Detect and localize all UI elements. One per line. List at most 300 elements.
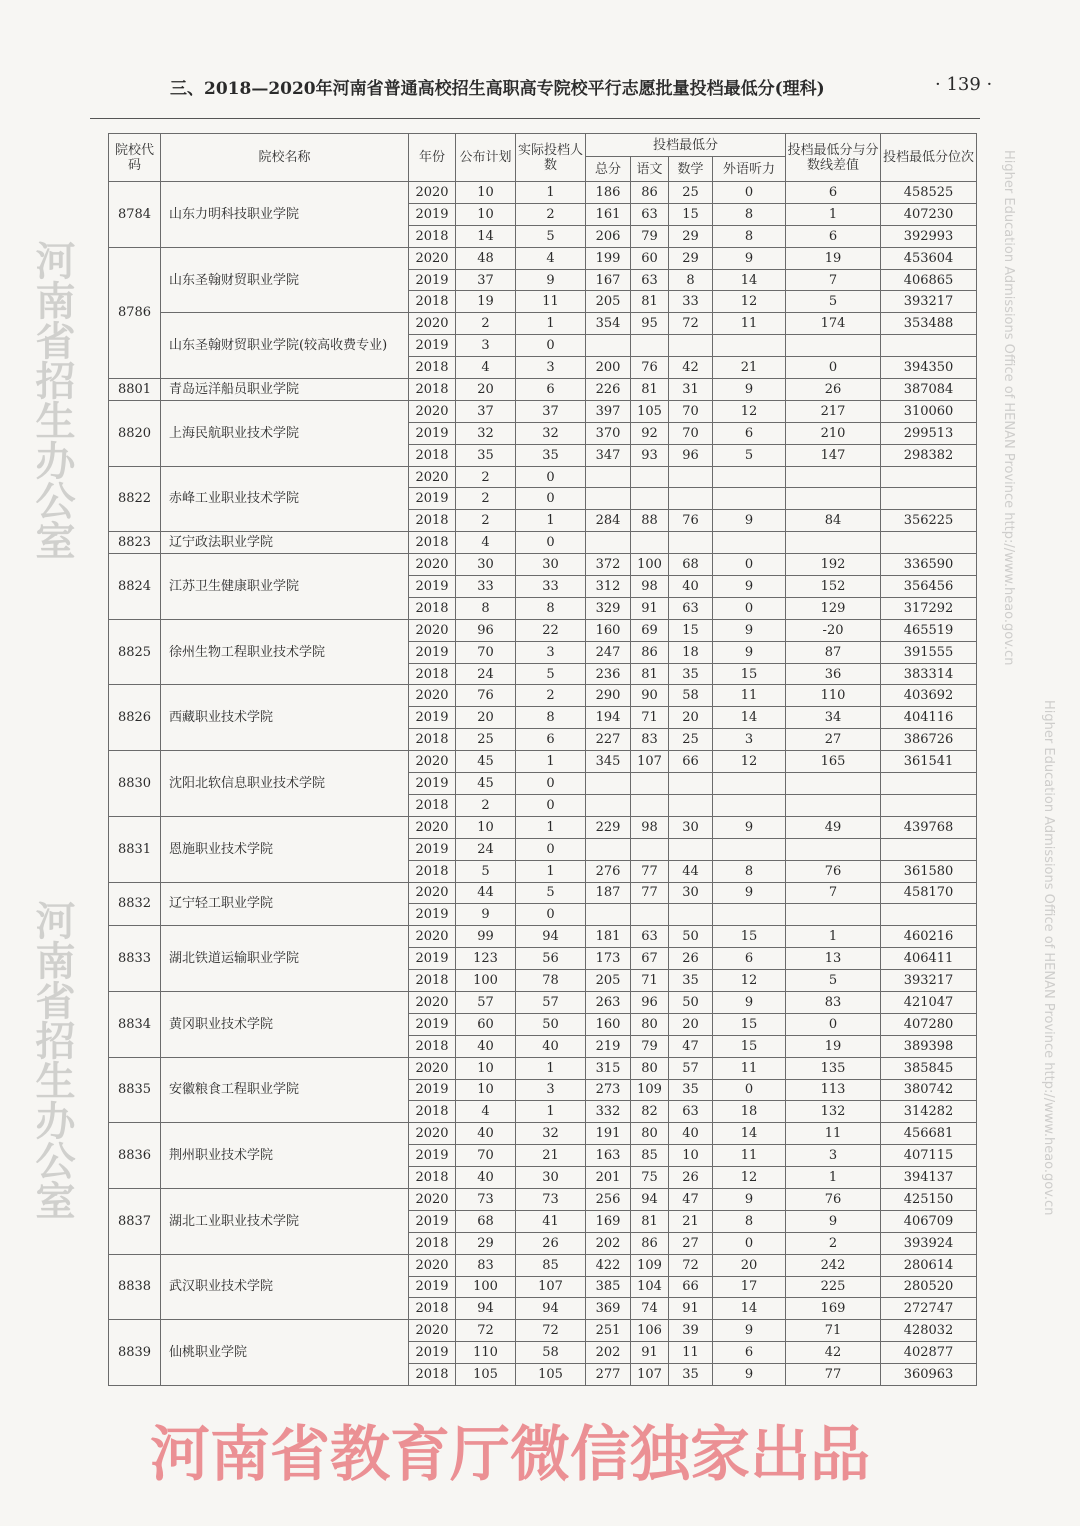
cell-math: 8 xyxy=(669,269,713,291)
cell-rank: 385845 xyxy=(881,1057,977,1079)
cell-year: 2020 xyxy=(409,926,456,948)
cell-school-name: 青岛远洋船员职业学院 xyxy=(161,379,409,401)
cell-chinese: 88 xyxy=(631,510,669,532)
cell-plan: 76 xyxy=(456,685,516,707)
cell-year: 2020 xyxy=(409,313,456,335)
cell-plan: 10 xyxy=(456,203,516,225)
cell-diff xyxy=(786,794,881,816)
cell-rank: 361580 xyxy=(881,860,977,882)
cell-total: 160 xyxy=(586,1013,631,1035)
cell-total: 347 xyxy=(586,444,631,466)
cell-plan: 19 xyxy=(456,291,516,313)
cell-year: 2019 xyxy=(409,203,456,225)
cell-total: 397 xyxy=(586,400,631,422)
cell-total: 276 xyxy=(586,860,631,882)
cell-math: 70 xyxy=(669,400,713,422)
cell-chinese: 98 xyxy=(631,816,669,838)
cell-actual: 0 xyxy=(516,488,586,510)
cell-math: 72 xyxy=(669,313,713,335)
cell-plan: 9 xyxy=(456,904,516,926)
cell-diff: 49 xyxy=(786,816,881,838)
header-diff: 投档最低分与分数线差值 xyxy=(786,134,881,182)
cell-total xyxy=(586,488,631,510)
cell-year: 2020 xyxy=(409,991,456,1013)
cell-total xyxy=(586,838,631,860)
cell-rank: 280614 xyxy=(881,1254,977,1276)
cell-actual: 1 xyxy=(516,313,586,335)
cell-year: 2019 xyxy=(409,269,456,291)
cell-chinese: 79 xyxy=(631,225,669,247)
cell-math: 21 xyxy=(669,1210,713,1232)
cell-chinese: 74 xyxy=(631,1298,669,1320)
cell-actual: 1 xyxy=(516,510,586,532)
cell-year: 2018 xyxy=(409,729,456,751)
cell-math: 42 xyxy=(669,357,713,379)
cell-math: 63 xyxy=(669,597,713,619)
cell-rank: 460216 xyxy=(881,926,977,948)
cell-math xyxy=(669,488,713,510)
cell-rank: 453604 xyxy=(881,247,977,269)
cell-english: 14 xyxy=(713,1298,786,1320)
cell-english: 9 xyxy=(713,619,786,641)
cell-english: 15 xyxy=(713,1035,786,1057)
table-row xyxy=(109,313,977,335)
cell-school-name: 黄冈职业技术学院 xyxy=(161,991,409,1057)
cell-diff: 242 xyxy=(786,1254,881,1276)
cell-plan: 14 xyxy=(456,225,516,247)
cell-math: 57 xyxy=(669,1057,713,1079)
cell-rank: 402877 xyxy=(881,1342,977,1364)
cell-year: 2018 xyxy=(409,532,456,554)
cell-year: 2019 xyxy=(409,1276,456,1298)
cell-math: 20 xyxy=(669,707,713,729)
cell-diff: 76 xyxy=(786,860,881,882)
cell-english xyxy=(713,466,786,488)
cell-diff xyxy=(786,466,881,488)
cell-rank xyxy=(881,773,977,795)
cell-year: 2020 xyxy=(409,400,456,422)
table-row xyxy=(109,1188,977,1210)
cell-english: 12 xyxy=(713,970,786,992)
cell-math: 66 xyxy=(669,1276,713,1298)
cell-total: 284 xyxy=(586,510,631,532)
cell-total: 263 xyxy=(586,991,631,1013)
cell-year: 2018 xyxy=(409,794,456,816)
cell-english: 11 xyxy=(713,1145,786,1167)
cell-english: 21 xyxy=(713,357,786,379)
cell-english: 6 xyxy=(713,1342,786,1364)
cell-total: 312 xyxy=(586,576,631,598)
cell-rank: 404116 xyxy=(881,707,977,729)
cell-year: 2019 xyxy=(409,576,456,598)
cell-actual: 6 xyxy=(516,379,586,401)
cell-rank: 298382 xyxy=(881,444,977,466)
cell-diff xyxy=(786,532,881,554)
cell-actual: 3 xyxy=(516,641,586,663)
cell-year: 2018 xyxy=(409,1298,456,1320)
cell-year: 2018 xyxy=(409,510,456,532)
cell-year: 2019 xyxy=(409,1210,456,1232)
cell-math: 68 xyxy=(669,554,713,576)
cell-rank: 272747 xyxy=(881,1298,977,1320)
cell-english xyxy=(713,773,786,795)
header-chinese: 语文 xyxy=(631,157,669,182)
cell-plan: 5 xyxy=(456,860,516,882)
cell-english: 8 xyxy=(713,225,786,247)
cell-diff: 129 xyxy=(786,597,881,619)
cell-rank: 310060 xyxy=(881,400,977,422)
cell-code: 8801 xyxy=(109,379,161,401)
cell-actual: 8 xyxy=(516,597,586,619)
cell-english: 0 xyxy=(713,1232,786,1254)
cell-plan: 30 xyxy=(456,554,516,576)
cell-actual: 94 xyxy=(516,926,586,948)
cell-total: 160 xyxy=(586,619,631,641)
cell-total: 354 xyxy=(586,313,631,335)
cell-chinese: 63 xyxy=(631,269,669,291)
cell-chinese: 90 xyxy=(631,685,669,707)
cell-actual: 6 xyxy=(516,729,586,751)
cell-diff: 84 xyxy=(786,510,881,532)
cell-diff: 19 xyxy=(786,1035,881,1057)
cell-math: 15 xyxy=(669,203,713,225)
cell-diff: 5 xyxy=(786,291,881,313)
cell-english: 9 xyxy=(713,991,786,1013)
table-row xyxy=(109,1254,977,1276)
cell-diff: 42 xyxy=(786,1342,881,1364)
cell-english: 12 xyxy=(713,751,786,773)
table-row xyxy=(109,926,977,948)
cell-year: 2020 xyxy=(409,466,456,488)
cell-diff: 6 xyxy=(786,182,881,204)
cell-actual: 0 xyxy=(516,794,586,816)
cell-actual: 1 xyxy=(516,1101,586,1123)
cell-total xyxy=(586,773,631,795)
cell-plan: 10 xyxy=(456,1079,516,1101)
cell-rank: 403692 xyxy=(881,685,977,707)
cell-diff: 7 xyxy=(786,882,881,904)
cell-actual: 78 xyxy=(516,970,586,992)
cell-chinese: 77 xyxy=(631,860,669,882)
cell-math: 35 xyxy=(669,1364,713,1386)
watermark-gray-subtitle: Higher Education Admissions Office of HENAN Province http://www.heao.gov.cn xyxy=(1001,150,1016,666)
cell-year: 2020 xyxy=(409,751,456,773)
cell-diff: 11 xyxy=(786,1123,881,1145)
cell-rank: 280520 xyxy=(881,1276,977,1298)
cell-rank: 393924 xyxy=(881,1232,977,1254)
cell-actual: 0 xyxy=(516,773,586,795)
cell-rank: 394350 xyxy=(881,357,977,379)
cell-code: 8837 xyxy=(109,1188,161,1254)
header-rule xyxy=(90,118,980,119)
cell-plan: 105 xyxy=(456,1364,516,1386)
cell-rank: 356225 xyxy=(881,510,977,532)
cell-total: 372 xyxy=(586,554,631,576)
cell-year: 2018 xyxy=(409,357,456,379)
cell-plan: 4 xyxy=(456,532,516,554)
cell-year: 2019 xyxy=(409,1145,456,1167)
cell-rank xyxy=(881,488,977,510)
cell-code: 8830 xyxy=(109,751,161,817)
cell-english: 9 xyxy=(713,379,786,401)
cell-english: 9 xyxy=(713,641,786,663)
cell-diff xyxy=(786,904,881,926)
cell-actual: 2 xyxy=(516,685,586,707)
cell-math: 40 xyxy=(669,1123,713,1145)
cell-rank: 317292 xyxy=(881,597,977,619)
cell-total: 256 xyxy=(586,1188,631,1210)
cell-diff: 110 xyxy=(786,685,881,707)
cell-english: 0 xyxy=(713,597,786,619)
cell-diff: 174 xyxy=(786,313,881,335)
cell-plan: 24 xyxy=(456,663,516,685)
cell-english: 0 xyxy=(713,554,786,576)
cell-year: 2019 xyxy=(409,904,456,926)
table-row xyxy=(109,466,977,488)
cell-diff: 36 xyxy=(786,663,881,685)
cell-diff: 0 xyxy=(786,357,881,379)
cell-english: 12 xyxy=(713,291,786,313)
cell-chinese: 81 xyxy=(631,379,669,401)
cell-rank: 428032 xyxy=(881,1320,977,1342)
cell-year: 2020 xyxy=(409,1320,456,1342)
cell-year: 2020 xyxy=(409,1123,456,1145)
cell-math xyxy=(669,532,713,554)
cell-english: 9 xyxy=(713,1320,786,1342)
cell-math: 20 xyxy=(669,1013,713,1035)
cell-english xyxy=(713,488,786,510)
cell-school-name: 武汉职业技术学院 xyxy=(161,1254,409,1320)
cell-chinese xyxy=(631,335,669,357)
cell-year: 2018 xyxy=(409,1364,456,1386)
cell-year: 2019 xyxy=(409,838,456,860)
cell-chinese: 104 xyxy=(631,1276,669,1298)
cell-chinese: 107 xyxy=(631,1364,669,1386)
cell-english: 11 xyxy=(713,1057,786,1079)
cell-school-name: 安徽粮食工程职业学院 xyxy=(161,1057,409,1123)
cell-total: 422 xyxy=(586,1254,631,1276)
cell-math: 72 xyxy=(669,1254,713,1276)
cell-school-name: 山东圣翰财贸职业学院 xyxy=(161,247,409,313)
cell-math: 63 xyxy=(669,1101,713,1123)
cell-actual: 0 xyxy=(516,466,586,488)
cell-diff: 210 xyxy=(786,422,881,444)
cell-plan: 29 xyxy=(456,1232,516,1254)
cell-plan: 10 xyxy=(456,816,516,838)
cell-total: 186 xyxy=(586,182,631,204)
cell-math: 26 xyxy=(669,1167,713,1189)
cell-code: 8823 xyxy=(109,532,161,554)
cell-school-name: 赤峰工业职业技术学院 xyxy=(161,466,409,532)
cell-rank: 406865 xyxy=(881,269,977,291)
cell-plan: 40 xyxy=(456,1035,516,1057)
cell-actual: 21 xyxy=(516,1145,586,1167)
cell-rank: 389398 xyxy=(881,1035,977,1057)
cell-rank: 394137 xyxy=(881,1167,977,1189)
cell-total: 194 xyxy=(586,707,631,729)
cell-chinese: 71 xyxy=(631,970,669,992)
cell-chinese: 80 xyxy=(631,1057,669,1079)
cell-english xyxy=(713,794,786,816)
cell-plan: 45 xyxy=(456,773,516,795)
cell-diff: 1 xyxy=(786,1167,881,1189)
cell-actual: 30 xyxy=(516,554,586,576)
cell-year: 2019 xyxy=(409,773,456,795)
cell-math: 30 xyxy=(669,882,713,904)
cell-code: 8786 xyxy=(109,247,161,378)
cell-english: 3 xyxy=(713,729,786,751)
page-number: · 139 · xyxy=(935,74,993,95)
cell-actual: 1 xyxy=(516,1057,586,1079)
cell-chinese: 67 xyxy=(631,948,669,970)
cell-diff: 217 xyxy=(786,400,881,422)
cell-plan: 10 xyxy=(456,182,516,204)
cell-total: 202 xyxy=(586,1232,631,1254)
cell-actual: 56 xyxy=(516,948,586,970)
cell-math: 58 xyxy=(669,685,713,707)
cell-total: 251 xyxy=(586,1320,631,1342)
cell-diff xyxy=(786,488,881,510)
cell-chinese: 105 xyxy=(631,400,669,422)
cell-actual: 26 xyxy=(516,1232,586,1254)
cell-plan: 20 xyxy=(456,379,516,401)
cell-english: 11 xyxy=(713,313,786,335)
cell-year: 2018 xyxy=(409,970,456,992)
cell-year: 2019 xyxy=(409,948,456,970)
cell-diff: 71 xyxy=(786,1320,881,1342)
cell-actual: 3 xyxy=(516,357,586,379)
cell-plan: 3 xyxy=(456,335,516,357)
cell-actual: 50 xyxy=(516,1013,586,1035)
cell-total: 206 xyxy=(586,225,631,247)
cell-chinese: 86 xyxy=(631,182,669,204)
cell-math: 50 xyxy=(669,991,713,1013)
cell-chinese: 80 xyxy=(631,1123,669,1145)
cell-code: 8826 xyxy=(109,685,161,751)
cell-school-name: 山东力明科技职业学院 xyxy=(161,182,409,248)
cell-diff: 169 xyxy=(786,1298,881,1320)
cell-english: 15 xyxy=(713,663,786,685)
cell-rank: 353488 xyxy=(881,313,977,335)
cell-diff: 132 xyxy=(786,1101,881,1123)
header-plan: 公布计划 xyxy=(456,134,516,182)
cell-english: 9 xyxy=(713,1364,786,1386)
cell-actual: 0 xyxy=(516,904,586,926)
cell-code: 8825 xyxy=(109,619,161,685)
cell-plan: 2 xyxy=(456,488,516,510)
cell-year: 2018 xyxy=(409,444,456,466)
cell-total: 236 xyxy=(586,663,631,685)
cell-school-name: 荆州职业技术学院 xyxy=(161,1123,409,1189)
cell-total: 169 xyxy=(586,1210,631,1232)
table-body xyxy=(109,182,977,1386)
cell-rank xyxy=(881,904,977,926)
cell-rank xyxy=(881,838,977,860)
cell-code: 8836 xyxy=(109,1123,161,1189)
cell-school-name: 上海民航职业技术学院 xyxy=(161,400,409,466)
cell-actual: 9 xyxy=(516,269,586,291)
cell-math: 47 xyxy=(669,1188,713,1210)
cell-year: 2018 xyxy=(409,379,456,401)
cell-chinese: 91 xyxy=(631,597,669,619)
cell-total: 329 xyxy=(586,597,631,619)
cell-school-name: 山东圣翰财贸职业学院(较高收费专业) xyxy=(161,313,409,379)
cell-english: 14 xyxy=(713,1123,786,1145)
cell-total: 247 xyxy=(586,641,631,663)
cell-chinese: 76 xyxy=(631,357,669,379)
cell-chinese: 95 xyxy=(631,313,669,335)
cell-code: 8831 xyxy=(109,816,161,882)
cell-rank: 407230 xyxy=(881,203,977,225)
cell-rank: 407115 xyxy=(881,1145,977,1167)
header-min-score: 投档最低分 xyxy=(586,134,786,157)
cell-actual: 105 xyxy=(516,1364,586,1386)
cell-rank: 406709 xyxy=(881,1210,977,1232)
cell-year: 2018 xyxy=(409,663,456,685)
cell-rank: 356456 xyxy=(881,576,977,598)
cell-diff: 5 xyxy=(786,970,881,992)
cell-diff: -20 xyxy=(786,619,881,641)
cell-rank: 458170 xyxy=(881,882,977,904)
cell-diff: 152 xyxy=(786,576,881,598)
cell-plan: 44 xyxy=(456,882,516,904)
cell-actual: 32 xyxy=(516,422,586,444)
cell-year: 2019 xyxy=(409,1342,456,1364)
cell-english: 11 xyxy=(713,685,786,707)
cell-chinese: 106 xyxy=(631,1320,669,1342)
cell-actual: 11 xyxy=(516,291,586,313)
cell-math: 11 xyxy=(669,1342,713,1364)
cell-actual: 1 xyxy=(516,182,586,204)
cell-chinese: 63 xyxy=(631,926,669,948)
cell-chinese: 85 xyxy=(631,1145,669,1167)
cell-english: 14 xyxy=(713,269,786,291)
cell-plan: 37 xyxy=(456,269,516,291)
cell-total: 163 xyxy=(586,1145,631,1167)
cell-english: 9 xyxy=(713,816,786,838)
cell-actual: 8 xyxy=(516,707,586,729)
cell-chinese: 86 xyxy=(631,641,669,663)
table-row xyxy=(109,247,977,269)
cell-rank: 361541 xyxy=(881,751,977,773)
cell-actual: 2 xyxy=(516,203,586,225)
cell-math xyxy=(669,466,713,488)
cell-rank: 360963 xyxy=(881,1364,977,1386)
cell-english: 6 xyxy=(713,948,786,970)
cell-total: 273 xyxy=(586,1079,631,1101)
cell-school-name: 江苏卫生健康职业学院 xyxy=(161,554,409,620)
cell-plan: 83 xyxy=(456,1254,516,1276)
cell-actual: 22 xyxy=(516,619,586,641)
cell-chinese: 79 xyxy=(631,1035,669,1057)
cell-year: 2020 xyxy=(409,1057,456,1079)
cell-chinese: 81 xyxy=(631,1210,669,1232)
cell-english xyxy=(713,838,786,860)
cell-chinese xyxy=(631,838,669,860)
watermark-gray-subtitle: Higher Education Admissions Office of HENAN Province http://www.heao.gov.cn xyxy=(1041,700,1056,1216)
cell-chinese: 71 xyxy=(631,707,669,729)
cell-year: 2019 xyxy=(409,422,456,444)
header-total: 总分 xyxy=(586,157,631,182)
cell-total: 201 xyxy=(586,1167,631,1189)
cell-english: 17 xyxy=(713,1276,786,1298)
cell-rank xyxy=(881,794,977,816)
cell-plan: 8 xyxy=(456,597,516,619)
cell-total: 205 xyxy=(586,970,631,992)
cell-math: 70 xyxy=(669,422,713,444)
running-head-title: 三、2018—2020年河南省普通高校招生高职高专院校平行志愿批量投档最低分(理科) xyxy=(170,79,825,99)
cell-year: 2020 xyxy=(409,554,456,576)
